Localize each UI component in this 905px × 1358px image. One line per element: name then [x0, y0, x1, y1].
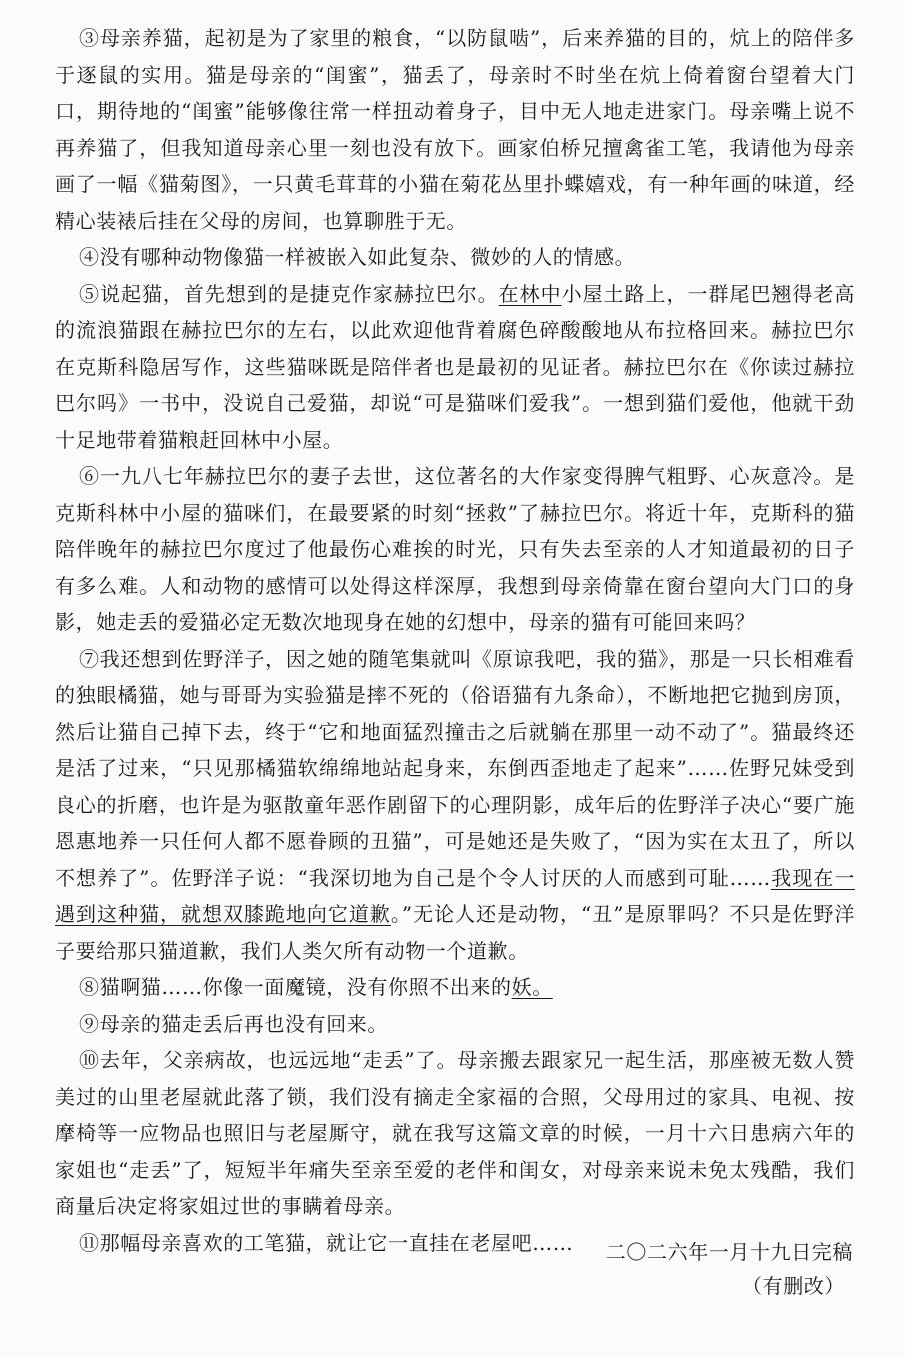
edit-note: （有删改） — [742, 1274, 845, 1298]
paragraph-4: ④没有哪种动物像猫一样被嵌入如此复杂、微妙的人的情感。 — [79, 245, 636, 269]
paragraph-5 — [55, 276, 855, 459]
paragraph-8-text-a: ⑧猫啊猫……你像一面魔镜，没有你照不出来的 — [79, 975, 512, 999]
paragraph-7-text-a: ⑦我还想到佐野洋子，因之她的随笔集就叫《原谅我吧，我的猫》，那是一只长相难看的独眼橘猫，她与哥哥为实验猫是摔不死的（俗语猫有九条命），不断地把它抛到房顶，然后让猫自己掉下去，终于“它和地面猛烈撞击之后就躺在那里一动不动了”。猫最终还是活了过来，“只见那橘猫软绵绵地站起身来，东倒西歪地走了起来”……佐野兄妹受到良心的折磨，也许是为驱散童年恶作剧留下的心理阴影，成年后的佐野洋子决心“要广施恩惠地养一只任何人都不愿眷顾的丑猫”，可是她还是失败了，“因为实在太丑了，所以不想养了”。佐野洋子说：“我深切地为自己是个令人讨厌的人而感到可耻…… — [55, 646, 855, 890]
paragraph-8 — [55, 969, 855, 1006]
underlined-phrase: 在林中 — [498, 281, 562, 306]
essay-body — [55, 20, 855, 1261]
completion-date: 二〇二六年一月十九日完稿 — [605, 1240, 853, 1264]
underlined-word: 妖。 — [511, 975, 553, 999]
paragraph-11: ⑪那幅母亲喜欢的工笔猫，就让它一直挂在老屋吧…… — [79, 1230, 574, 1255]
paragraph-9: ⑨母亲的猫走丢后再也没有回来。 — [79, 1011, 388, 1036]
paragraph-3: ③母亲养猫，起初是为了家里的粮食，“以防鼠啮”，后来养猫的目的，炕上的陪伴多于逐鼠的实用。猫是母亲的“闺蜜”，猫丢了，母亲时不时坐在炕上倚着窗台望着大门口，期待地的“闺蜜”能够像往常一样扭动着身子，目中无人地走进家门。母亲嘴上说不再养猫了，但我知道母亲心里一刻也没有放下。画家伯桥兄擅禽雀工笔，我请他为母亲画了一幅《猫菊图》，一只黄毛茸茸的小猫在菊花丛里扑蝶嬉戏，有一种年画的味道，经精心装裱后挂在父母的房间，也算聊胜于无。 — [55, 26, 855, 233]
underlined-sentence: 我现在一遇到这种猫，就想双膝跪地向它道歉 — [55, 865, 855, 926]
paragraph-5-text-a: ⑤说起猫，首先想到的是捷克作家赫拉巴尔。 — [79, 281, 499, 306]
paragraph-5-text-b: 小屋土路上，一群尾巴翘得老高的流浪猫跟在赫拉巴尔的左右，以此欢迎他背着腐色碎酸酸地从布拉格回来。赫拉巴尔在克斯科隐居写作，这些猫咪既是陪伴者也是最初的见证者。赫拉巴尔在《你读过赫拉巴尔吗》一书中，没说自己爱猫，却说“可是猫咪们爱我”。一想到猫们爱他，他就干劲十足地带着猫粮赶回林中小屋。 — [55, 281, 855, 452]
paragraph-6: ⑥一九八七年赫拉巴尔的妻子去世，这位著名的大作家变得脾气粗野、心灰意冷。是克斯科林中小屋的猫咪们，在最要紧的时刻“拯救”了赫拉巴尔。将近十年，克斯科的猫陪伴晚年的赫拉巴尔度过了他最伤心难挨的时光，只有失去至亲的人才知道最初的日子有多么难。人和动物的感情可以处得这样深厚，我想到母亲倚靠在窗台望向大门口的身影，她走丢的爱猫必定无数次地现身在她的幻想中，母亲的猫有可能回来吗？ — [55, 464, 855, 634]
paragraph-7-text-b: 。”无论人还是动物，“丑”是原罪吗？不只是佐野洋子要给那只猫道歉，我们人类欠所有动物一个道歉。 — [55, 902, 855, 963]
paragraph-10: ⑩去年，父亲病故，也远远地“走丢”了。母亲搬去跟家兄一起生活，那座被无数人赞美过的山里老屋就此落了锁，我们没有摘走全家福的合照，父母用过的家具、电视、按摩椅等一应物品也照旧与老屋厮守，就在我写这篇文章的时候，一月十六日患病六年的家姐也“走丢”了，短短半年痛失至亲至爱的老伴和闺女，对母亲来说未免太残酷，我们商量后决定将家姐过世的事瞒着母亲。 — [55, 1048, 855, 1218]
paragraph-7 — [55, 641, 855, 970]
